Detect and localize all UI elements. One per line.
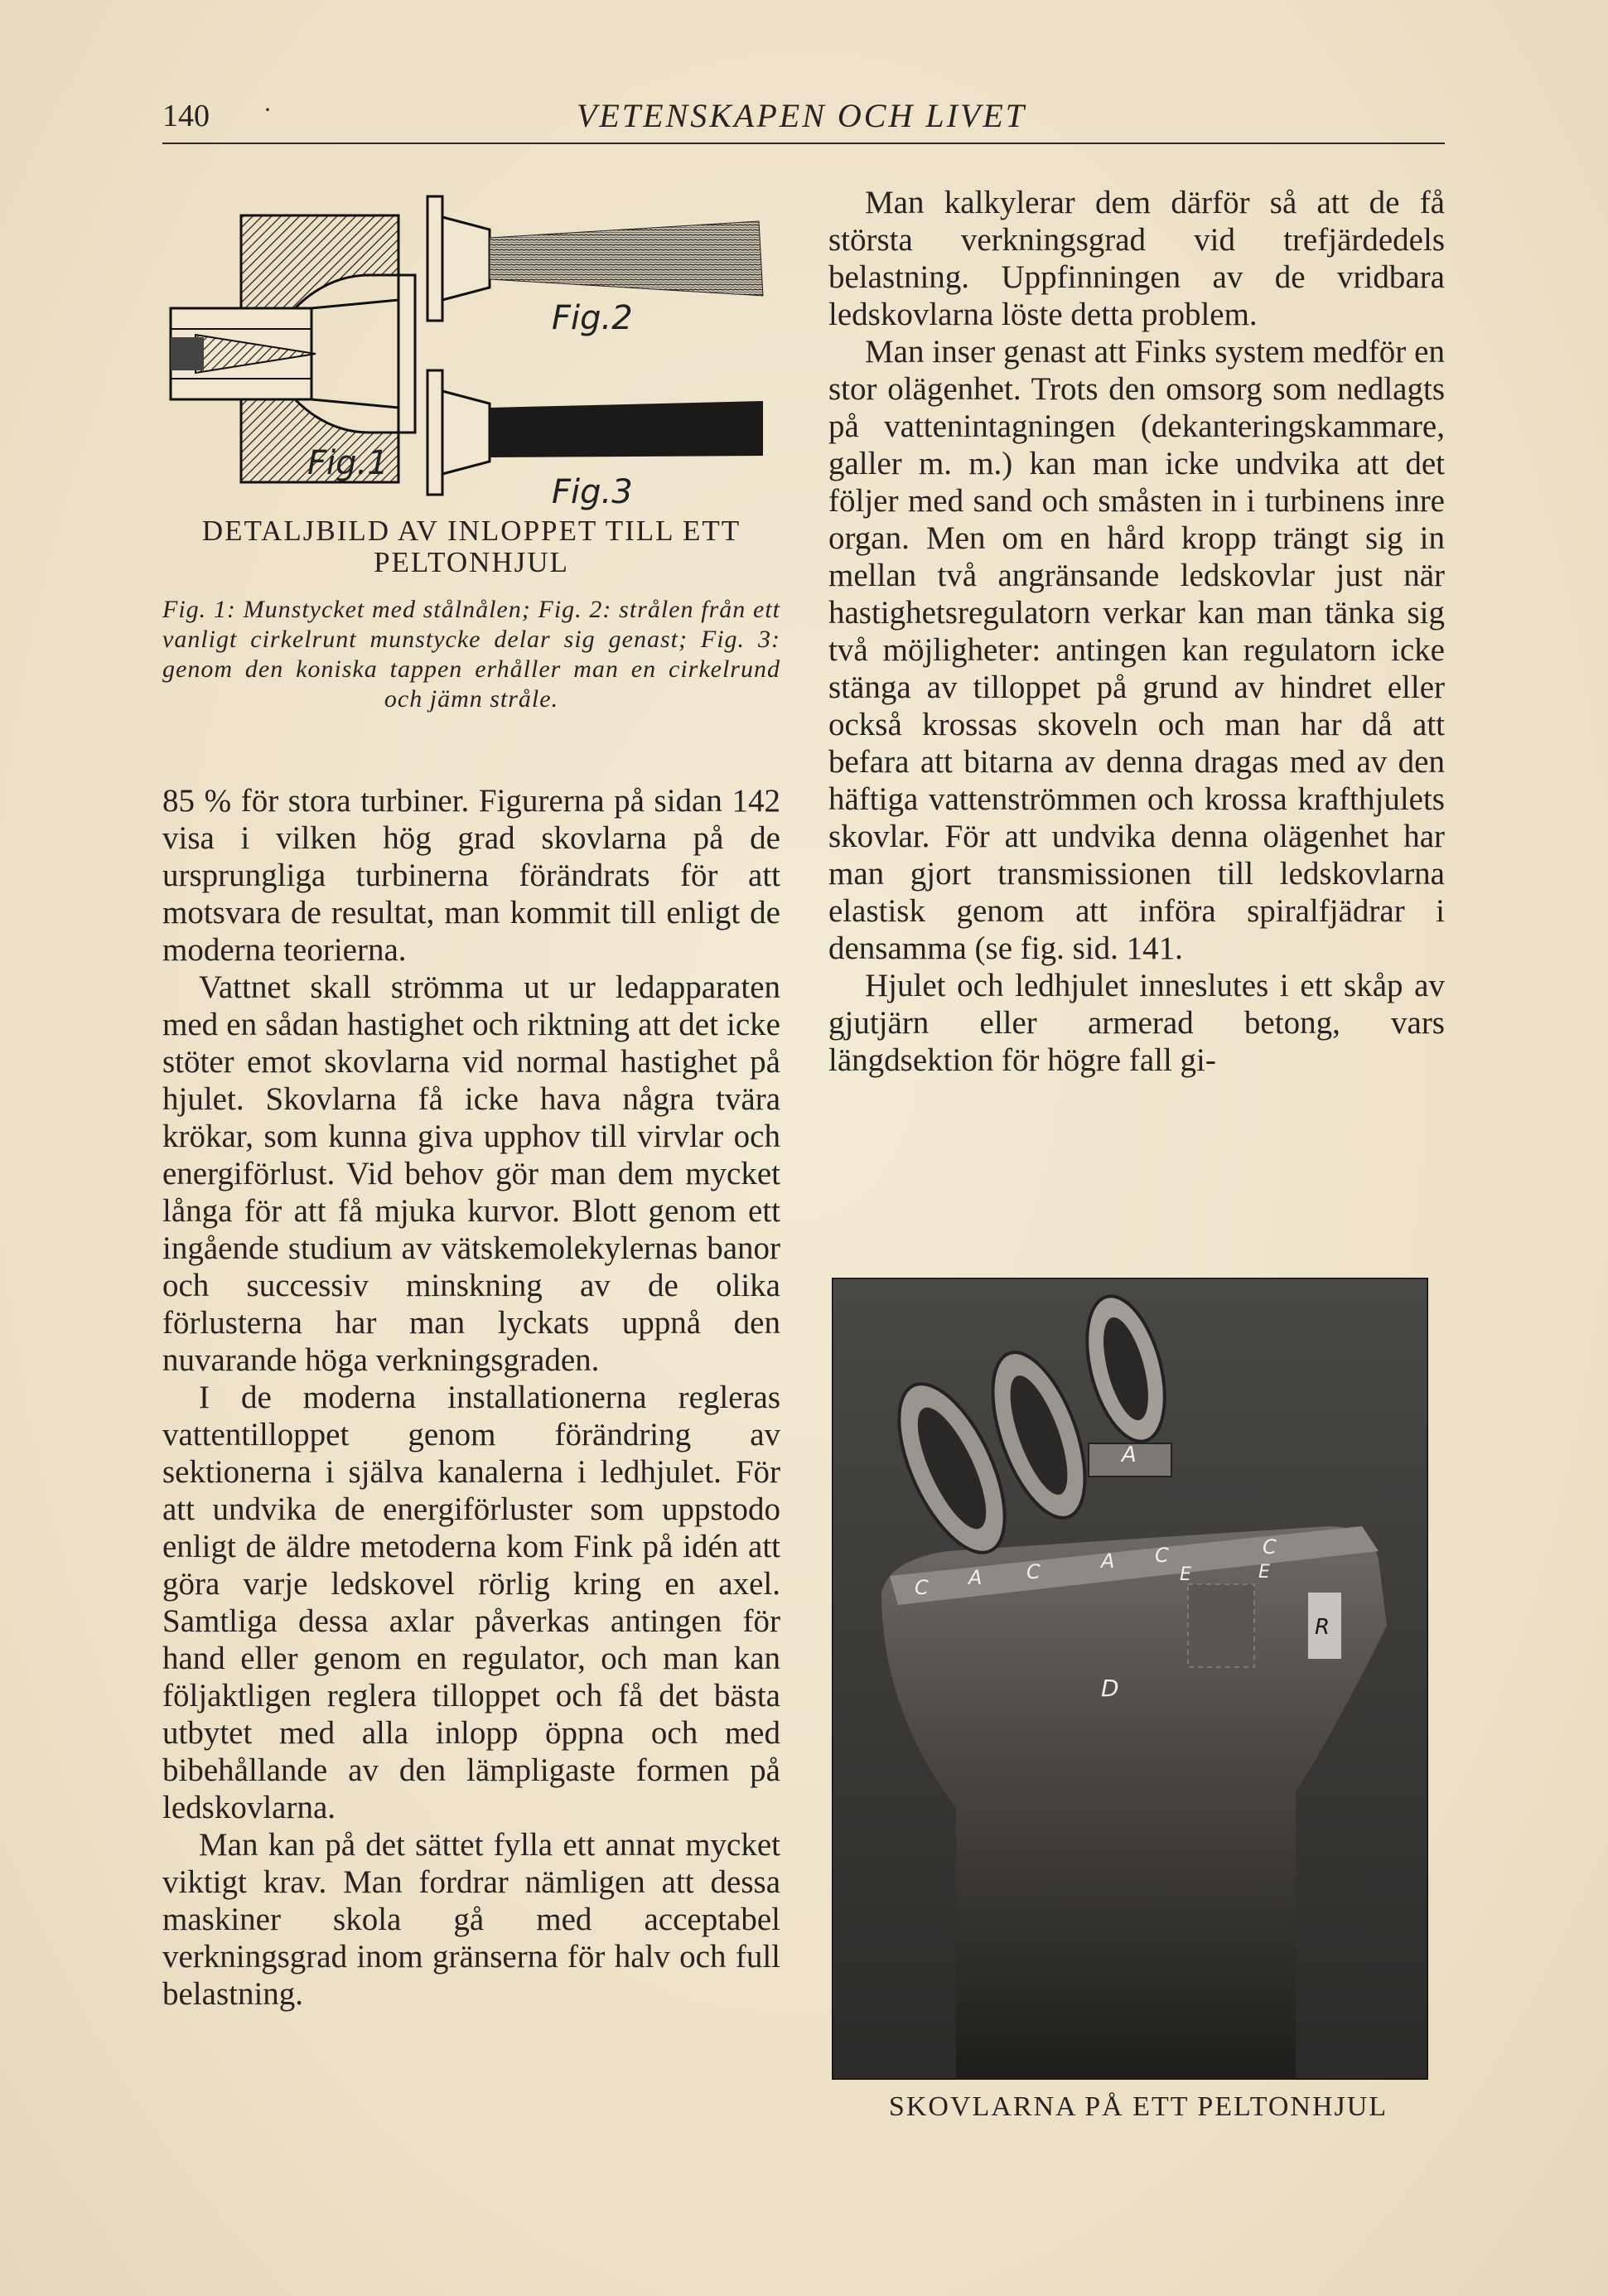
running-header bbox=[162, 91, 1445, 144]
figure-caption: Fig. 1: Munstycket med stålnålen; Fig. 2: strålen från ett vanligt cirkelrunt munstycke delar sig genast; Fig. 3: genom den koniska tappen erhåller man en cirkelrund och jämn stråle. bbox=[162, 596, 780, 713]
left-column bbox=[162, 782, 780, 2013]
marker-c-right: C bbox=[1155, 1544, 1169, 1567]
pelton-wheel-photo bbox=[832, 1278, 1428, 2080]
marker-e-1: E bbox=[1180, 1564, 1191, 1585]
paragraph: Man inser genast att Finks system medför en stor olägenhet. Trots den omsorg som nedlagts på vattenintagningen (dekanteringskammare, galler m. m.) kan man icke undvika att det följer med sand och småsten in i turbinens inre organ. Men om en hård kropp trängt sig in mellan två angränsande ledskovlar just när hastighetsregulatorn verkar kan man tänka sig två möjligheter: antingen kan regulatorn icke stänga av tilloppet på grund av hindret eller också krossas skoveln och man har då att befara att bitarna av denna dragas med av den häftiga vattenströmmen och krossa krafthjulets skovlar. För att undvika denna olägenhet har man gjort transmissionen till ledskovlarna elastisk genom att införa spiralfjädrar i densamma (se fig. sid. 141. bbox=[828, 334, 1445, 966]
paragraph: Man kan på det sättet fylla ett annat mycket viktigt krav. Man fordrar nämligen att dessa maskiner skola gå med acceptabel verkningsgrad inom gränserna för halv och full belastning. bbox=[162, 1827, 780, 2012]
paragraph: Man kalkylerar dem därför så att de få största verkningsgrad vid trefjärdedels belastning. Uppfinningen av de vridbara ledskovlarna löste detta problem. bbox=[828, 185, 1445, 332]
running-title: VETENSKAPEN OCH LIVET bbox=[577, 97, 1027, 134]
marker-r: R bbox=[1315, 1615, 1330, 1640]
marker-a-top: A bbox=[1122, 1443, 1137, 1467]
right-column bbox=[828, 184, 1445, 1079]
fig2-label: Fig.2 bbox=[552, 299, 633, 337]
fig1-label: Fig.1 bbox=[307, 444, 389, 482]
figure-heading: DETALJBILD AV INLOPPET TILL ETT PELTONHJUL bbox=[201, 515, 741, 578]
header-dot: · bbox=[263, 96, 272, 123]
marker-e-2: E bbox=[1258, 1562, 1270, 1583]
paragraph: I de moderna installationerna regleras vattentilloppet genom förändring av sektionerna i själva kanalerna i ledhjulet. För att undvika de energiförluster som uppstodo enligt de äldre metoderna kom Fink på idén att göra varje ledskovel rörlig kring en axel. Samtliga dessa axlar påverkas antingen för hand eller genom en regulator, och man kan följaktligen reglera tilloppet och få det bästa utbytet med alla inlopp öppna och med bibehållande av den lämpligaste formen på ledskovlarna. bbox=[162, 1380, 780, 1825]
paragraph: Hjulet och ledhjulet inneslutes i ett skåp av gjutjärn eller armerad betong, vars längdsektion för högre fall gi- bbox=[828, 968, 1445, 1078]
fig3-label: Fig.3 bbox=[552, 473, 633, 511]
marker-c-mid: C bbox=[1026, 1560, 1041, 1583]
marker-c-left: C bbox=[915, 1576, 929, 1599]
page-number: 140 bbox=[162, 99, 210, 133]
photo-caption: SKOVLARNA PÅ ETT PELTONHJUL bbox=[888, 2091, 1388, 2122]
marker-a-left: A bbox=[968, 1566, 983, 1589]
nozzle-figure bbox=[162, 184, 792, 515]
marker-c-far: C bbox=[1263, 1535, 1277, 1559]
marker-a-mid: A bbox=[1101, 1549, 1115, 1573]
marker-d: D bbox=[1101, 1675, 1119, 1702]
paragraph: Vattnet skall strömma ut ur ledapparaten med en sådan hastighet och riktning att det icke stöter emot skovlarna vid normal hastighet på hjulet. Skovlarna få icke hava några tvära krökar, som kunna giva upphov till virvlar och energiförlust. Vid behov gör man dem mycket långa för att få mjuka kurvor. Blott genom ett ingående studium av vätskemolekylernas banor och successiv minskning av de olika förlusterna har man lyckats uppnå den nuvarande höga verkningsgraden. bbox=[162, 969, 780, 1378]
fig1-nozzle-drawing bbox=[171, 215, 415, 482]
paragraph: 85 % för stora turbiner. Figurerna på sidan 142 visa i vilken hög grad skovlarna på de ursprungliga turbinerna förändrats för att motsvara de resultat, man kommit till enligt de moderna teorierna. bbox=[162, 783, 780, 968]
